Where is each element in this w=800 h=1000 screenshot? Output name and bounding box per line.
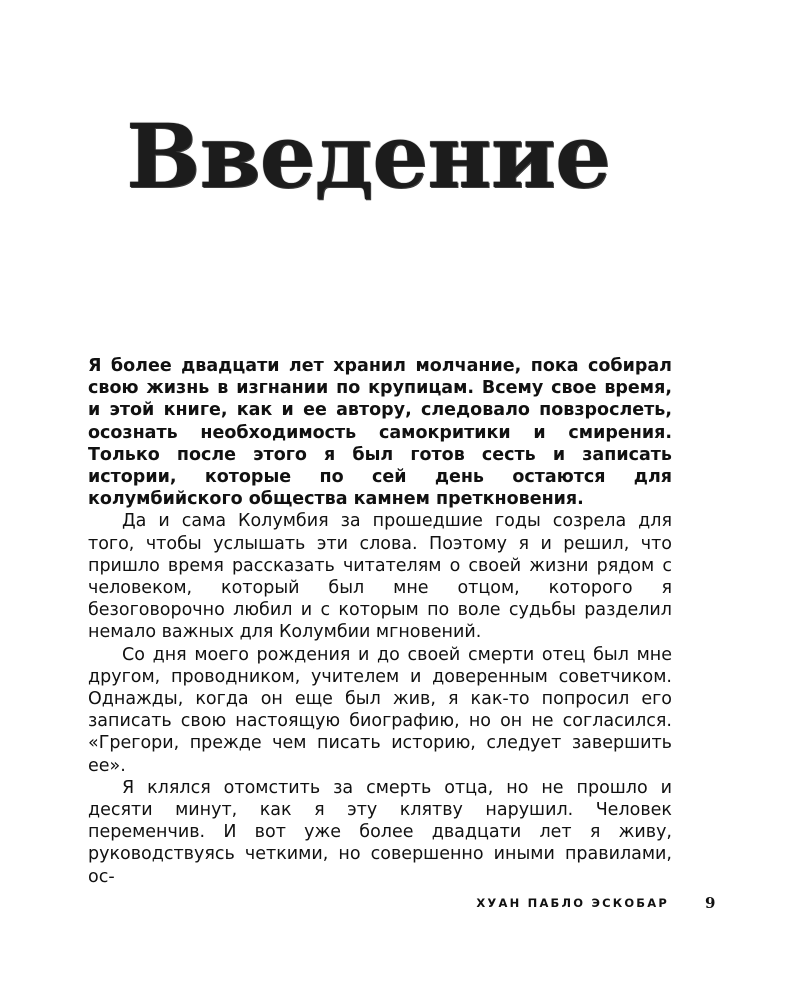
lead-paragraph: Я более двадцати лет хранил молчание, пока собирал свою жизнь в изгнании по крупицам. Всему свое время, и этой книге, как и ее автору, следовало повзрослеть, осознать необходимость самокритики и смирения. Только после этого я был готов сесть и записать истории, которые по сей день остаются для колумбийского общества камнем преткновения. — [88, 356, 672, 510]
page-number: 9 — [705, 894, 716, 912]
chapter-title: Введение — [126, 104, 610, 208]
body-text — [88, 355, 672, 888]
running-head-author: ХУАН ПАБЛО ЭСКОБАР — [476, 896, 669, 910]
body-paragraph: Я клялся отомстить за смерть отца, но не прошло и десяти минут, как я эту клятву нарушил. Человек переменчив. И вот уже более двадцати лет я живу, руководствуясь четкими, но совершенно иными правилами, ос- — [88, 777, 672, 887]
body-paragraph: Да и сама Колумбия за прошедшие годы созрела для того, чтобы услышать эти слова. Поэтому я и решил, что пришло время рассказать читателям о своей жизни рядом с человеком, который был мне отцом, которого я безоговорочно любил и с которым по воле судьбы разделил немало важных для Колумбии мгновений. — [88, 511, 672, 643]
body-paragraph: Со дня моего рождения и до своей смерти отец был мне другом, проводником, учителем и доверенным советчиком. Однажды, когда он еще был жив, я как-то попросил его записать свою настоящую биографию, но он не согласился. «Грегори, прежде чем писать историю, следует завершить ее». — [88, 644, 672, 776]
